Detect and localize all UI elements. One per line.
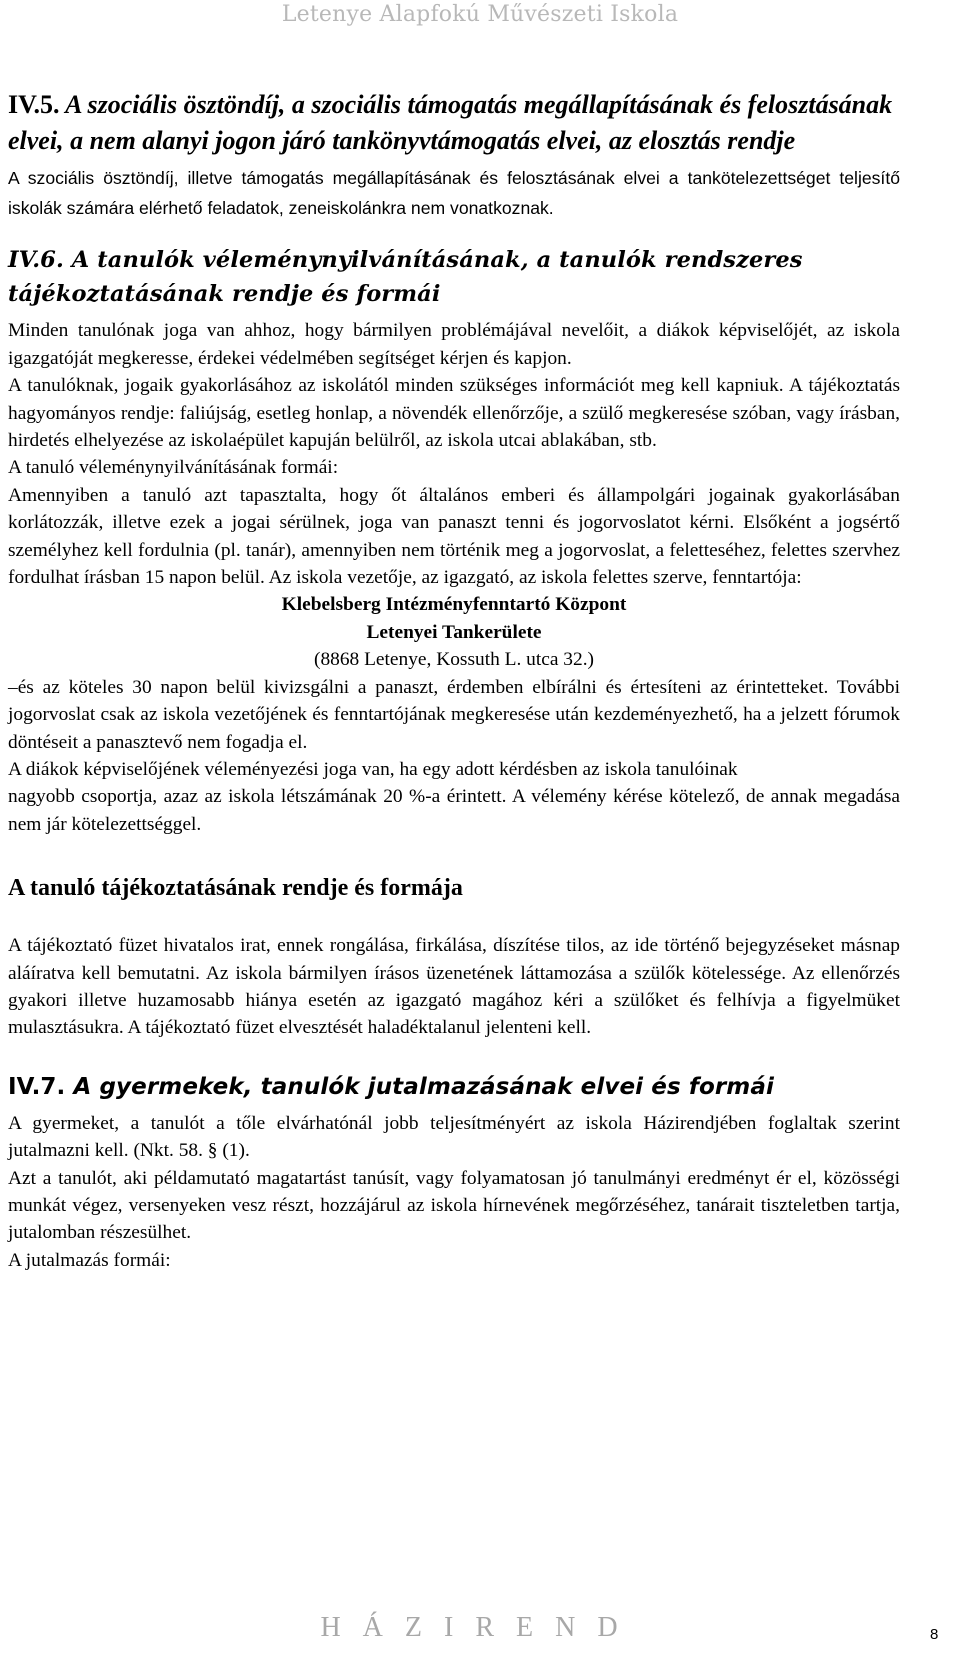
info-section-body: A tájékoztató füzet hivatalos irat, ennek rongálása, firkálása, díszítése tilos, az ide történő bejegyzéseket másnap aláíratva kell bemutatni. Az iskola bármilyen írásos üzenetének láttamozása a szülők kötelessége. Az ellenőrzés gyakori illetve huzamosabb hiánya esetén az igazgató magához kéri a szülőket és felhívja a figyelmüket mulasztásukra. A tájékoztató füzet elvesztését haladéktalanul jelenteni kell. xyxy=(8,935,900,1039)
page-header: Letenye Alapfokú Művészeti Iskola xyxy=(281,2,679,27)
section-iv5-title: A szociális ösztöndíj, a szociális támogatás megállapításának és felosztásának elvei, a nem alanyi jogon járó tankönyvtámogatás elvei, az elosztás rendje xyxy=(8,90,893,155)
section-iv5-heading xyxy=(8,87,900,159)
section-iv7-paragraph-1: A gyermeket, a tanulót a tőle elvárhatónál jobb teljesítményért az iskola Házirendjében foglaltak szerint jutalmazni kell. (Nkt. 58. § (1). xyxy=(8,1112,900,1162)
authority-district: Letenyei Tankerülete xyxy=(366,621,542,643)
section-iv6-paragraph-2: A tanulóknak, jogaik gyakorlásához az iskolától minden szükséges információt meg kell kapniuk. A tájékoztatás hagyományos rendje: faliújság, esetleg honlap, a növendék ellenőrzője, a szülő megkeresése szóban, vagy írásban, hirdetés elhelyezése az iskolaépület kapuján belülről, az iskola utcai ablakában, stb. xyxy=(8,375,900,452)
info-section-heading: A tanuló tájékoztatásának rendje és formája xyxy=(8,875,463,902)
section-iv6-paragraph-4: Amennyiben a tanuló azt tapasztalta, hogy őt általános emberi és állampolgári jogainak gyakorlásában korlátozzák, illetve ezek a jogai sérülnek, joga van panaszt tenni és jogorvoslatot kérni. Elsőként a jogsértő személyhez kell fordulnia (pl. tanár), amennyiben nem történik meg a jogorvoslat, a feletteséhez, felettes szervhez fordulhat írásban 15 napon belül. Az iskola vezetője, az igazgató, az iskola felettes szerve, fenntartója: xyxy=(8,484,900,589)
section-iv7-heading xyxy=(8,1070,900,1104)
section-iv7-title: A gyermekek, tanulók jutalmazásának elvei és formái xyxy=(73,1073,774,1100)
section-iv7-number: IV.7. xyxy=(8,1073,66,1100)
section-iv6-paragraph-6a: A diákok képviselőjének véleményezési joga van, ha egy adott kérdésben az iskola tanulóinak xyxy=(8,758,738,780)
page-number: 8 xyxy=(930,1626,939,1643)
section-iv6-paragraph-3: A tanuló véleménynyilvánításának formái: xyxy=(8,457,339,479)
page-footer-label: HÁZIREND xyxy=(320,1612,640,1643)
section-iv6-paragraph-6b: nagyobb csoportja, azaz az iskola létszámának 20 %-a érintett. A vélemény kérése kötelező, de annak megadása nem jár kötelezettséggel. xyxy=(8,786,900,835)
section-iv7-paragraph-3: A jutalmazás formái: xyxy=(8,1249,171,1271)
document-body xyxy=(8,87,900,1274)
section-iv5-number: IV.5. xyxy=(8,90,60,119)
section-iv6-paragraph-1: Minden tanulónak joga van ahhoz, hogy bármilyen problémájával nevelőit, a diákok képviselőjét, az iskola igazgatóját megkeresse, érdekei védelmében segítséget kérjen és kapjon. xyxy=(8,320,900,369)
section-iv5-body: A szociális ösztöndíj, illetve támogatás megállapításának és felosztásának elvei a tankötelezettséget teljesítő iskolák számára elérhető feladatok, zeneiskolánkra nem vonatkoznak. xyxy=(8,168,900,219)
authority-address: (8868 Letenye, Kossuth L. utca 32.) xyxy=(313,649,595,671)
section-iv7-paragraph-2: Azt a tanulót, aki példamutató magatartást tanúsít, vagy folyamatosan jó tanulmányi eredményt ér el, közösségi munkát végez, versenyeken vesz részt, hozzájárul az iskola hírnevének megőrzéséhez, tanárait tiszteletben tartja, jutalomban részesülhet. xyxy=(8,1167,900,1244)
authority-name: Klebelsberg Intézményfenntartó Központ xyxy=(281,594,627,616)
section-iv6-heading: IV.6. A tanulók véleménynyilvánításának, a tanulók rendszeres tájékoztatásának rendje és formái xyxy=(8,247,803,308)
section-iv6-paragraph-5: –és az köteles 30 napon belül kivizsgálni a panaszt, érdemben elbírálni és értesíteni az érintetteket. További jogorvoslat csak az iskola vezetőjének és fenntartójának megkeresése után kezdeményezhető, ha a jelzett fórumok döntéseit a panasztevő nem fogadja el. xyxy=(8,676,900,753)
